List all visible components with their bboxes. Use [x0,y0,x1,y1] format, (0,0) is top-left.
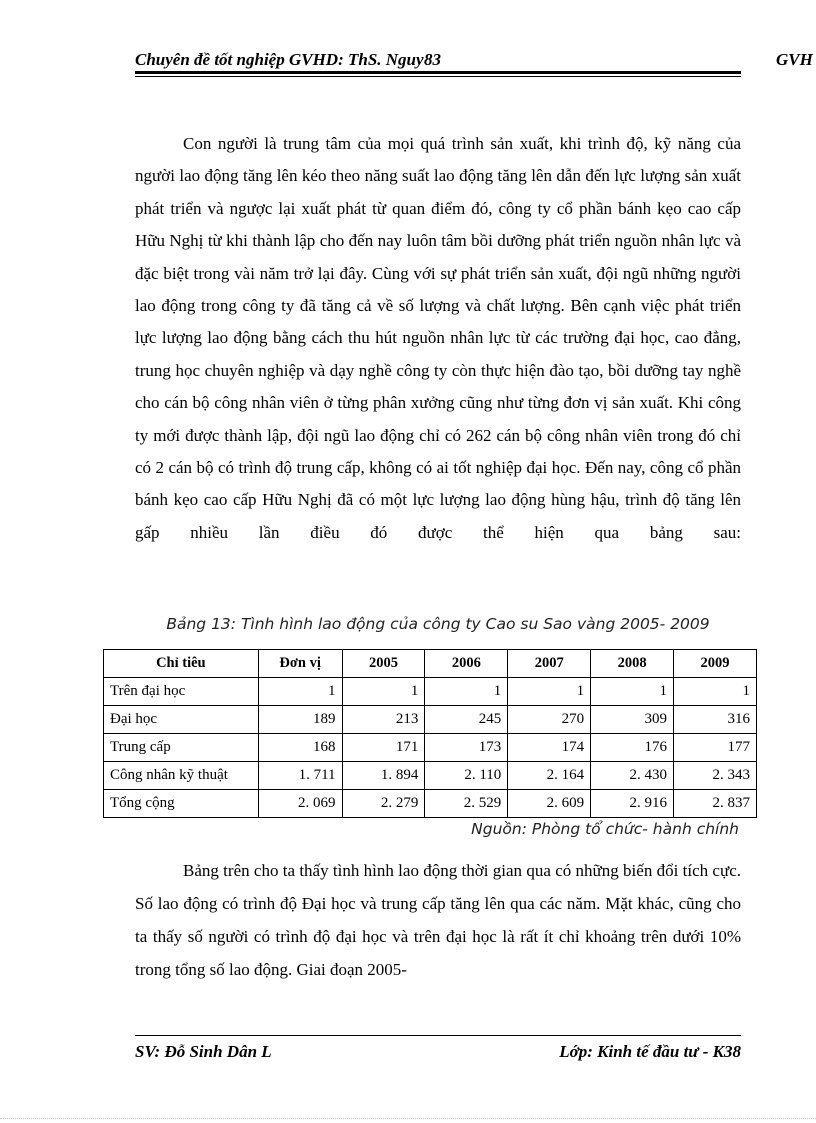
table-row [104,678,757,706]
table-cell: 1 [425,678,508,706]
footer-student: SV: Đỗ Sinh Dân L [135,1042,272,1061]
table-cell: 1. 711 [258,762,342,790]
footer-class: Lớp: Kinh tế đầu tư - K38 [559,1042,741,1061]
table-cell: 189 [258,706,342,734]
body-section-2 [135,854,741,986]
table-row [104,734,757,762]
table-cell: 1 [674,678,757,706]
header-right-text: GVH [776,50,813,69]
labor-table [103,649,757,818]
table-cell: 168 [258,734,342,762]
table-cell: 173 [425,734,508,762]
page-number: 83 [424,50,441,69]
table-cell: 309 [591,706,674,734]
table-cell: 176 [591,734,674,762]
row-label: Trên đại học [104,678,259,706]
col-header-2008: 2008 [591,650,674,678]
header-title: Chuyên đề tốt nghiệp GVHD: ThS. Nguy [135,50,424,69]
paragraph-1: Con người là trung tâm của mọi quá trình sản xuất, khi trình độ, kỹ năng của người lao động tăng lên kéo theo năng suất lao động tăng lên dẫn đến lực lượng sản xuất phát triển và ngược lại xuất phát từ quan điểm đó, công ty cổ phần bánh kẹo cao cấp Hữu Nghị từ khi thành lập cho đến nay luôn tâm bồi dưỡng phát triển nguồn nhân lực và đặc biệt trong vài năm trở lại đây. Cùng với sự phát triển sản xuất, đội ngũ những người lao động trong công ty đã tăng cả về số lượng và chất lượng. Bên cạnh việc phát triển lực lượng lao động bằng cách thu hút nguồn nhân lực từ các trường đại học, cao đẳng, trung học chuyên nghiệp và dạy nghề công ty còn thực hiện đào tạo, bồi dưỡng tay nghề cho cán bộ công nhân viên ở từng phân xưởng cũng như từng đơn vị sản xuất. Khi công ty mới được thành lập, đội ngũ lao động chỉ có 262 cán bộ công nhân viên trong đó chỉ có 2 cán bộ có trình độ trung cấp, không có ai tốt nghiệp đại học. Đến nay, công cổ phần bánh kẹo cao cấp Hữu Nghị đã có một lực lượng lao động hùng hậu, trình độ tăng lên gấp nhiều lần điều đó được thể hiện qua bảng sau: [135,134,741,542]
col-header-indicator: Chỉ tiêu [104,650,259,678]
table-cell: 1 [258,678,342,706]
table-cell: 2. 529 [425,790,508,818]
col-header-2009: 2009 [674,650,757,678]
col-header-2007: 2007 [508,650,591,678]
table-cell: 171 [342,734,425,762]
row-label: Tổng cộng [104,790,259,818]
col-header-unit: Đơn vị [258,650,342,678]
col-header-2005: 2005 [342,650,425,678]
table-cell: 1 [342,678,425,706]
table-cell: 2. 343 [674,762,757,790]
table-cell: 316 [674,706,757,734]
page-edge [0,1118,816,1119]
table-cell: 270 [508,706,591,734]
body-section-1 [135,128,741,549]
table-cell: 2. 837 [674,790,757,818]
footer-divider [135,1035,741,1036]
paragraph-2: Bảng trên cho ta thấy tình hình lao động thời gian qua có những biến đổi tích cực. Số lao động có trình độ Đại học và trung cấp tăng lên qua các năm. Mặt khác, cũng cho ta thấy số người có trình độ đại học và trên đại học là rất ít chỉ khoảng trên dưới 10% trong tổng số lao động. Giai đoạn 2005- [135,861,741,979]
table-caption: Bảng 13: Tình hình lao động của công ty Cao su Sao vàng 2005- 2009 [166,615,710,633]
table-cell: 245 [425,706,508,734]
table-row [104,790,757,818]
table-row [104,762,757,790]
table-cell: 2. 164 [508,762,591,790]
table-cell: 1 [591,678,674,706]
table-row [104,706,757,734]
header-divider-thin [135,76,741,77]
table-cell: 174 [508,734,591,762]
table-cell: 2. 279 [342,790,425,818]
table-cell: 177 [674,734,757,762]
col-header-2006: 2006 [425,650,508,678]
table-cell: 1 [508,678,591,706]
row-label: Trung cấp [104,734,259,762]
table-source: Nguồn: Phòng tổ chức- hành chính [471,820,739,838]
table-cell: 2. 609 [508,790,591,818]
row-label: Công nhân kỹ thuật [104,762,259,790]
table-cell: 2. 110 [425,762,508,790]
page-header [0,0,816,80]
table-cell: 2. 430 [591,762,674,790]
table-cell: 213 [342,706,425,734]
header-divider [135,71,741,74]
table-cell: 2. 916 [591,790,674,818]
table-cell: 1. 894 [342,762,425,790]
table-header-row [104,650,757,678]
table-cell: 2. 069 [258,790,342,818]
row-label: Đại học [104,706,259,734]
